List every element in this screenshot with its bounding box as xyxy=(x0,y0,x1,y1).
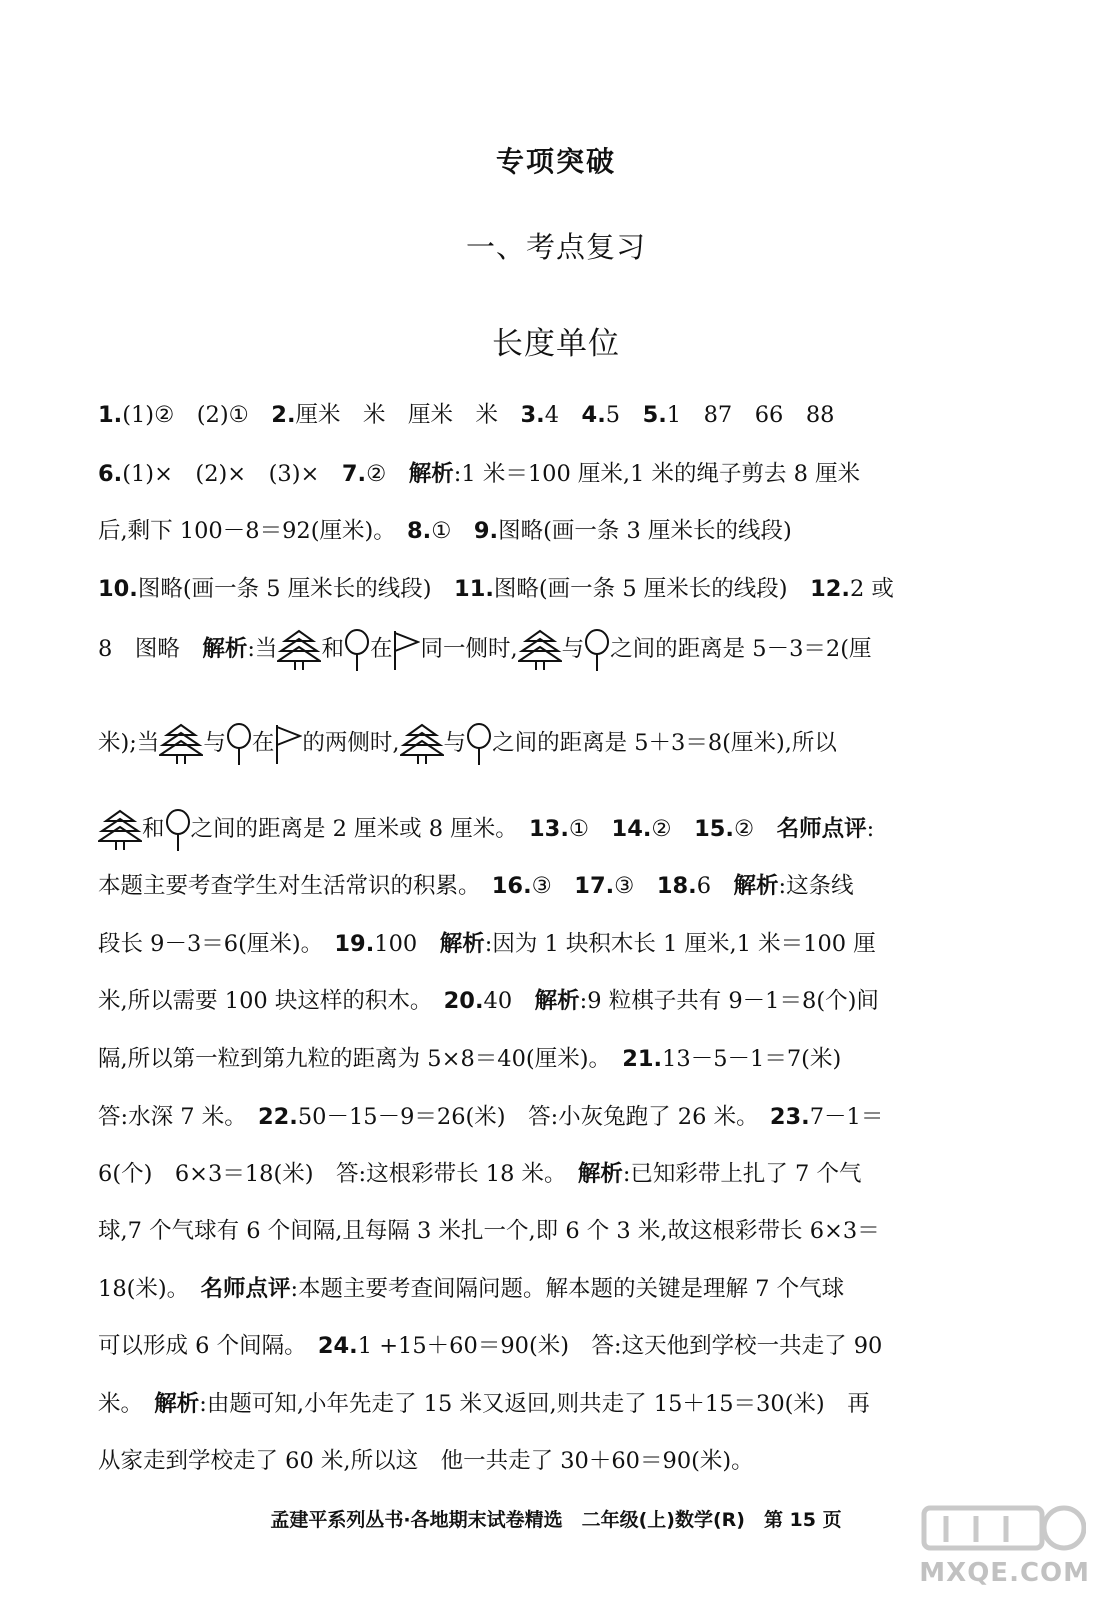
answer-text: (1)② (2)① xyxy=(122,402,272,428)
answer-text: 图略(画一条 5 厘米长的线段) xyxy=(137,576,455,602)
answer-text: 之间的距离是 5＋3＝8(厘米),所以 xyxy=(492,730,837,756)
question-number: 16. xyxy=(491,873,532,899)
answer-text: 4 xyxy=(544,402,582,428)
question-number: 20. xyxy=(443,988,484,1014)
page-footer: 孟建平系列丛书·各地期末试卷精选 二年级(上)数学(R) 第 15 页 xyxy=(270,1509,842,1531)
answer-text: :由题可知,小年先走了 15 米又返回,则共走了 15＋15＝30(米) 再 xyxy=(199,1391,870,1417)
question-number: 7. xyxy=(341,461,367,487)
answer-text: 8 图略 xyxy=(98,636,203,662)
answer-text: 的两侧时, xyxy=(302,730,400,756)
section-heading: 一、考点复习 xyxy=(465,230,646,264)
analysis-label: 解析 xyxy=(202,636,248,662)
question-number: 24. xyxy=(317,1333,358,1359)
question-number: 8. xyxy=(407,518,432,544)
answer-text: :本题主要考查间隔问题。解本题的关键是理解 7 个气球 xyxy=(290,1276,845,1302)
answer-text: 米。 xyxy=(98,1391,155,1417)
question-number: 12. xyxy=(810,576,850,602)
balloon-icon xyxy=(344,628,370,672)
answer-line xyxy=(98,628,998,672)
answer-text: :这条线 xyxy=(778,873,854,899)
answer-line xyxy=(98,397,998,429)
page-heading: 专项突破 xyxy=(495,145,616,178)
answer-line xyxy=(98,1099,998,1131)
tree-icon xyxy=(400,723,444,765)
answer-text: ① xyxy=(431,518,474,544)
answer-text: 同一侧时, xyxy=(420,636,518,662)
question-number: 1. xyxy=(98,402,123,428)
question-number: 22. xyxy=(257,1104,298,1130)
answer-text: 2 或 xyxy=(849,576,894,602)
answer-line xyxy=(98,1271,998,1303)
answer-text: 1 87 66 88 xyxy=(666,402,835,428)
tree-icon xyxy=(159,723,203,765)
tree-icon xyxy=(277,629,321,671)
answer-text: 之间的距离是 2 厘米或 8 厘米。 xyxy=(190,816,530,842)
question-number: 23. xyxy=(769,1104,810,1130)
answer-text: ② xyxy=(651,816,695,842)
balloon-icon xyxy=(165,808,191,852)
answer-text: 隔,所以第一粒到第九粒的距离为 5×8＝40(厘米)。 xyxy=(98,1046,623,1072)
answer-text: 7－1＝ xyxy=(809,1104,884,1130)
answer-text: ③ xyxy=(531,873,575,899)
answer-text: 18(米)。 xyxy=(98,1276,201,1302)
answer-line xyxy=(98,983,998,1015)
answer-text: ② xyxy=(366,461,409,487)
answer-text: 米,所以需要 100 块这样的积木。 xyxy=(98,988,444,1014)
answer-text: 图略(画一条 3 厘米长的线段) xyxy=(498,518,792,544)
answer-text: 与 xyxy=(443,730,467,756)
question-number: 17. xyxy=(574,873,615,899)
watermark-text: MXQE.COM xyxy=(919,1558,1090,1588)
answer-text: 1 +15＋60＝90(米) 答:这天他到学校一共走了 90 xyxy=(357,1333,883,1359)
analysis-label: 解析 xyxy=(733,873,779,899)
answer-text: 与 xyxy=(203,730,226,756)
answer-line xyxy=(98,513,998,545)
answer-text: 球,7 个气球有 6 个间隔,且每隔 3 米扎一个,即 6 个 3 米,故这根彩带长 6×3＝ xyxy=(98,1218,880,1244)
balloon-icon xyxy=(584,628,610,672)
question-number: 14. xyxy=(611,816,652,842)
answer-text: 图略(画一条 5 厘米长的线段) xyxy=(493,576,811,602)
question-number: 2. xyxy=(271,402,296,428)
answer-text: :已知彩带上扎了 7 个气 xyxy=(622,1161,862,1187)
question-number: 6. xyxy=(98,461,123,487)
question-number: 15. xyxy=(694,816,734,842)
answer-text: 与 xyxy=(561,636,585,662)
answer-text: 50－15－9＝26(米) 答:小灰兔跑了 26 米。 xyxy=(297,1104,770,1130)
balloon-icon xyxy=(226,722,252,766)
question-number: 13. xyxy=(529,816,569,842)
answer-line xyxy=(98,868,998,900)
question-number: 11. xyxy=(454,576,494,602)
analysis-label: 解析 xyxy=(439,931,485,957)
answer-text: 6 xyxy=(696,873,734,899)
flag-icon xyxy=(392,629,420,671)
answer-text: :9 粒棋子共有 9－1＝8(个)间 xyxy=(579,988,879,1014)
answer-text: ③ xyxy=(614,873,657,899)
answer-text: :因为 1 块积木长 1 厘米,1 米＝100 厘 xyxy=(484,931,876,957)
answer-text: :1 米＝100 厘米,1 米的绳子剪去 8 厘米 xyxy=(453,461,861,487)
answer-text: :当 xyxy=(247,636,278,662)
answer-text: 后,剩下 100－8＝92(厘米)。 xyxy=(98,518,408,544)
answer-line xyxy=(98,1041,998,1073)
answer-text: ① xyxy=(568,816,612,842)
answer-line xyxy=(98,1386,998,1418)
answer-line xyxy=(98,1443,998,1475)
answer-line xyxy=(98,1156,998,1188)
question-number: 19. xyxy=(334,931,375,957)
answer-text: 13－5－1＝7(米) xyxy=(662,1046,842,1072)
analysis-label: 解析 xyxy=(577,1161,623,1187)
question-number: 18. xyxy=(656,873,697,899)
question-number: 21. xyxy=(622,1046,663,1072)
answer-line xyxy=(98,1328,998,1360)
answer-line xyxy=(98,722,998,766)
answer-text: 和 xyxy=(142,816,165,842)
answer-text: 在 xyxy=(369,636,393,662)
tree-icon xyxy=(98,809,142,851)
tree-icon xyxy=(518,629,562,671)
answer-line xyxy=(98,808,998,852)
answer-text: 段长 9－3＝6(厘米)。 xyxy=(98,931,335,957)
answer-text: 本题主要考查学生对生活常识的积累。 xyxy=(98,873,492,899)
topic-heading: 长度单位 xyxy=(492,326,620,362)
analysis-label: 解析 xyxy=(534,988,580,1014)
question-number: 3. xyxy=(520,402,545,428)
answer-text: 在 xyxy=(251,730,275,756)
answer-text: 100 xyxy=(374,931,440,957)
analysis-label: 名师点评 xyxy=(200,1276,291,1302)
answer-line xyxy=(98,926,998,958)
answer-text: 之间的距离是 5－3＝2(厘 xyxy=(610,636,872,662)
answer-text: 答:水深 7 米。 xyxy=(98,1104,258,1130)
answer-text: 可以形成 6 个间隔。 xyxy=(98,1333,318,1359)
answer-text: (1)× (2)× (3)× xyxy=(122,461,342,487)
question-number: 5. xyxy=(642,402,667,428)
answer-text: ② xyxy=(733,816,777,842)
answer-text: 5 xyxy=(605,402,643,428)
answer-line xyxy=(98,571,998,603)
answer-line xyxy=(98,1213,998,1245)
question-number: 4. xyxy=(581,402,606,428)
analysis-label: 解析 xyxy=(154,1391,200,1417)
answer-text: : xyxy=(866,816,875,842)
answer-text: 6(个) 6×3＝18(米) 答:这根彩带长 18 米。 xyxy=(98,1161,578,1187)
flag-icon xyxy=(274,723,302,765)
answer-text: 厘米 米 厘米 米 xyxy=(295,402,521,428)
answer-text: 米);当 xyxy=(98,730,160,756)
answer-text: 从家走到学校走了 60 米,所以这 他一共走了 30＋60＝90(米)。 xyxy=(98,1448,754,1474)
answer-text: 和 xyxy=(321,636,344,662)
balloon-icon xyxy=(466,722,492,766)
answer-text: 40 xyxy=(483,988,535,1014)
question-number: 10. xyxy=(98,576,138,602)
analysis-label: 解析 xyxy=(408,461,454,487)
question-number: 9. xyxy=(473,518,499,544)
analysis-label: 名师点评 xyxy=(776,816,867,842)
answer-line xyxy=(98,456,998,488)
